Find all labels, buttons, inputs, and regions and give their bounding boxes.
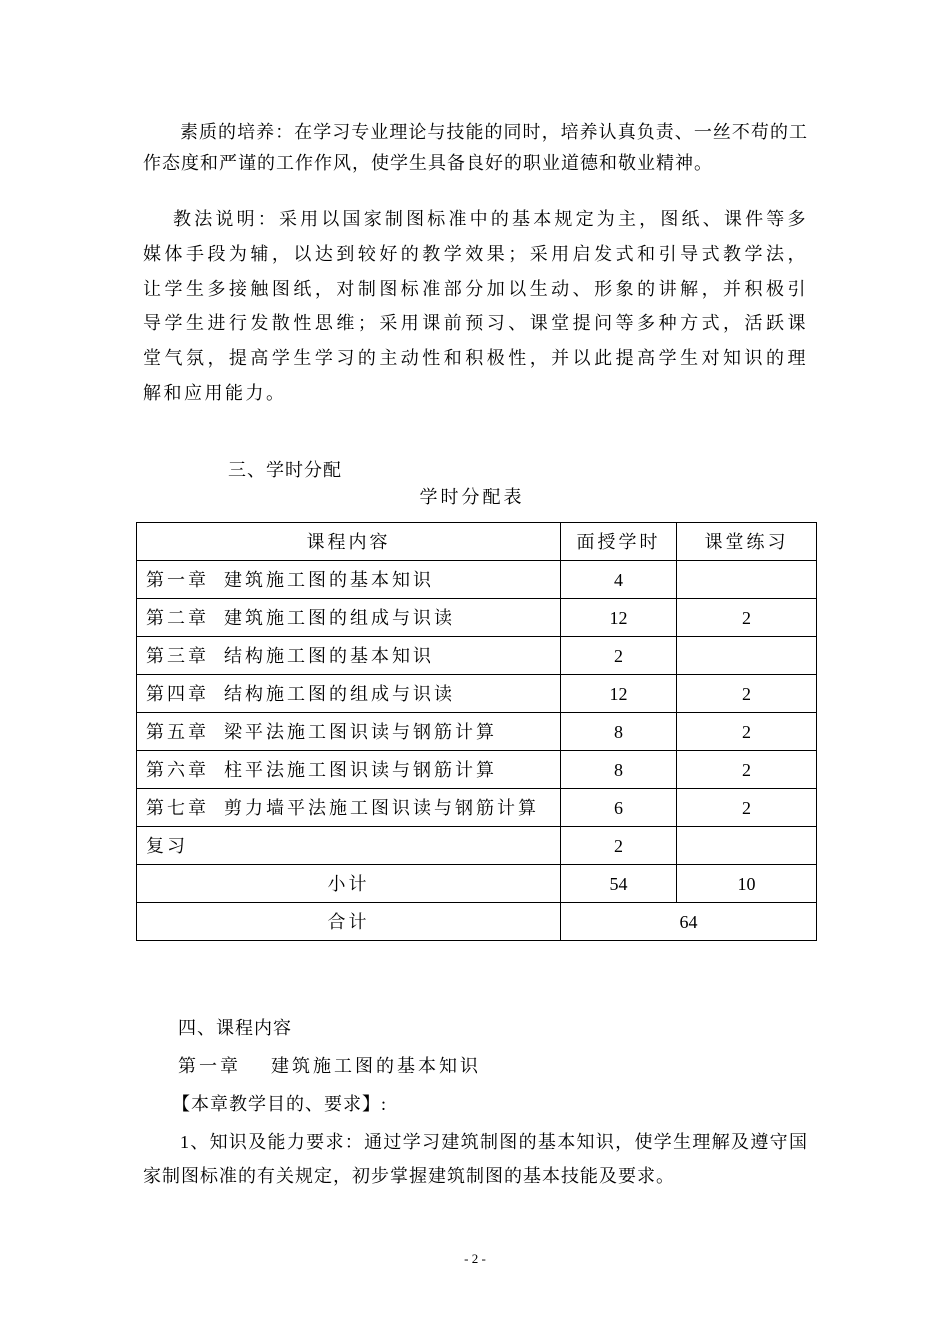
table-row: [137, 827, 817, 865]
method-paragraph-line: 教法说明：采用以国家制图标准中的基本规定为主，图纸、课件等多: [173, 209, 808, 229]
table-row: [137, 637, 817, 675]
section-4-heading: 四、课程内容: [178, 1018, 292, 1038]
lecture-hours-cell: 8: [561, 713, 677, 751]
table-body: [137, 523, 817, 941]
quality-paragraph-line: 素质的培养：在学习专业理论与技能的同时，培养认真负责、一丝不苟的工: [180, 122, 808, 142]
practice-hours-cell: 2: [677, 713, 817, 751]
objectives-heading: 【本章教学目的、要求】:: [172, 1094, 387, 1114]
table-row: [137, 789, 817, 827]
chapter-title: 第一章 建筑施工图的基本知识: [178, 1056, 481, 1076]
header-lecture-hours: 面授学时: [561, 523, 677, 561]
course-content-cell: 第二章 建筑施工图的组成与识读: [137, 599, 561, 637]
subtotal-label: 小计: [137, 865, 561, 903]
table-row: [137, 561, 817, 599]
method-paragraph-line: 媒体手段为辅，以达到较好的教学效果；采用启发式和引导式教学法，: [143, 243, 808, 264]
course-content-cell: 第六章 柱平法施工图识读与钢筋计算: [137, 751, 561, 789]
lecture-hours-cell: 8: [561, 751, 677, 789]
practice-hours-cell: 2: [677, 751, 817, 789]
course-content-cell: 第三章 结构施工图的基本知识: [137, 637, 561, 675]
lecture-hours-cell: 6: [561, 789, 677, 827]
practice-hours-cell: [677, 561, 817, 599]
hours-allocation-table: [136, 522, 817, 941]
course-content-cell: 第七章 剪力墙平法施工图识读与钢筋计算: [137, 789, 561, 827]
lecture-hours-cell: 2: [561, 637, 677, 675]
table-row: [137, 599, 817, 637]
method-paragraph-line: 堂气氛，提高学生学习的主动性和积极性，并以此提高学生对知识的理: [143, 348, 808, 369]
total-row: [137, 903, 817, 941]
table-row: [137, 713, 817, 751]
header-practice-hours: 课堂练习: [677, 523, 817, 561]
subtotal-lecture-hours: 54: [561, 865, 677, 903]
practice-hours-cell: 2: [677, 599, 817, 637]
method-paragraph-line: 导学生进行发散性思维；采用课前预习、课堂提问等多种方式，活跃课: [143, 313, 808, 334]
course-content-cell: 复习: [137, 827, 561, 865]
practice-hours-cell: 2: [677, 789, 817, 827]
course-content-cell: 第一章 建筑施工图的基本知识: [137, 561, 561, 599]
practice-hours-cell: [677, 827, 817, 865]
subtotal-practice-hours: 10: [677, 865, 817, 903]
lecture-hours-cell: 2: [561, 827, 677, 865]
lecture-hours-cell: 12: [561, 599, 677, 637]
total-hours: 64: [561, 903, 817, 941]
method-paragraph-line: 让学生多接触图纸，对制图标准部分加以生动、形象的讲解，并积极引: [143, 278, 808, 299]
section-3-heading: 三、学时分配: [228, 460, 342, 480]
table-header-row: [137, 523, 817, 561]
method-paragraph: [143, 202, 808, 411]
total-label: 合计: [137, 903, 561, 941]
lecture-hours-cell: 4: [561, 561, 677, 599]
requirement-paragraph: [143, 1125, 808, 1193]
requirement-paragraph-line: 家制图标准的有关规定，初步掌握建筑制图的基本技能及要求。: [143, 1166, 675, 1186]
practice-hours-cell: 2: [677, 675, 817, 713]
table-title: 学时分配表: [419, 487, 525, 507]
subtotal-row: [137, 865, 817, 903]
lecture-hours-cell: 12: [561, 675, 677, 713]
course-content-cell: 第四章 结构施工图的组成与识读: [137, 675, 561, 713]
page-number: - 2 -: [464, 1251, 486, 1266]
quality-paragraph: [143, 117, 808, 179]
practice-hours-cell: [677, 637, 817, 675]
table-row: [137, 751, 817, 789]
method-paragraph-line: 解和应用能力。: [143, 382, 287, 403]
table-row: [137, 675, 817, 713]
requirement-paragraph-line: 1、知识及能力要求：通过学习建筑制图的基本知识，使学生理解及遵守国: [180, 1132, 808, 1152]
header-course-content: 课程内容: [137, 523, 561, 561]
quality-paragraph-line: 作态度和严谨的工作作风，使学生具备良好的职业道德和敬业精神。: [143, 153, 713, 173]
course-content-cell: 第五章 梁平法施工图识读与钢筋计算: [137, 713, 561, 751]
